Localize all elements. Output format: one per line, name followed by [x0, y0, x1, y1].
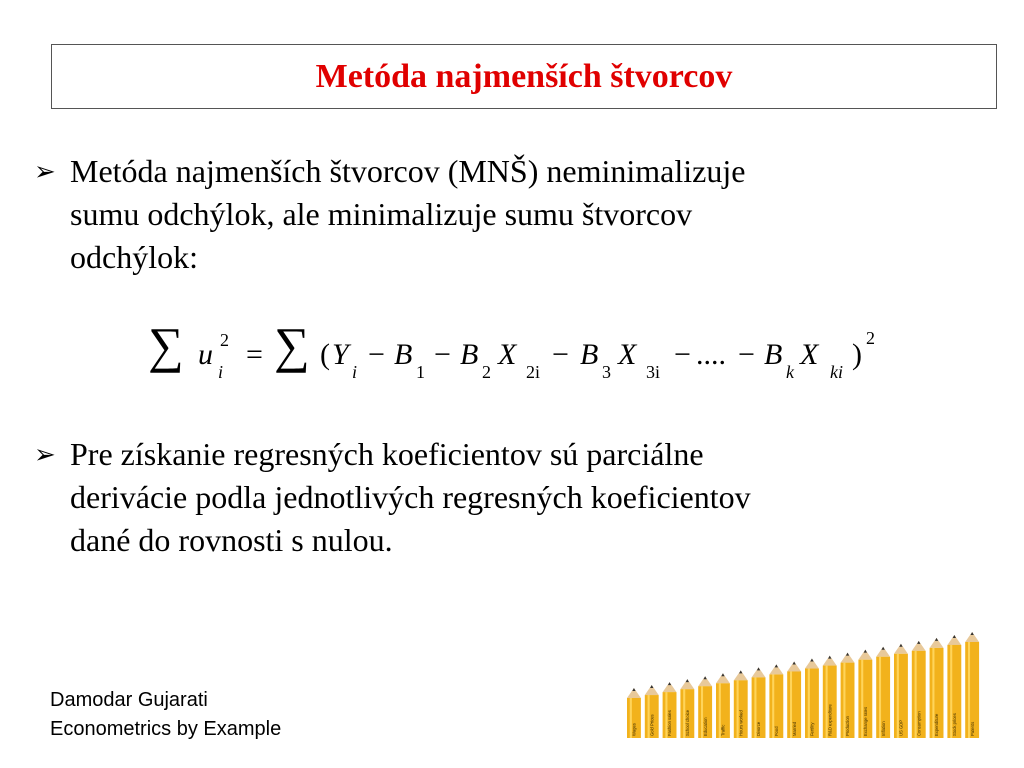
sum-symbol: ∑ [148, 317, 184, 373]
formula-b3: B [580, 338, 599, 371]
pencil [912, 641, 926, 738]
pencil-label: School choice [685, 709, 691, 736]
footer-author: Damodar Gujarati [50, 689, 208, 711]
pencil-label: US GDP [898, 719, 904, 736]
arrow-bullet-icon-2: ➢ [34, 440, 56, 469]
pencil-label: Gold Prices [649, 714, 655, 736]
formula-minus-5: − [738, 338, 755, 371]
bullet-2-line-2: derivácie podla jednotlivých regresných koeficientov [70, 479, 751, 515]
bullet-1 [34, 150, 1014, 279]
bullet-1-line-2: sumu odchýlok, ale minimalizuje sumu štvorcov [70, 196, 693, 232]
formula-y: Y [332, 338, 349, 371]
pencil [858, 650, 872, 738]
pencil [894, 644, 908, 738]
formula-square: 2 [866, 328, 875, 348]
formula-close-paren: ) [852, 338, 862, 371]
pencil-label: Traffic [720, 724, 726, 736]
pencil-label: Inflation [880, 721, 886, 736]
footer-book-title: Econometrics by Example [50, 718, 282, 740]
pencil-label: Fertility [809, 722, 815, 736]
formula-minus-2: − [434, 338, 451, 371]
pencil [752, 667, 766, 738]
pencil [965, 632, 979, 738]
slide-title: Metóda najmenších štvorcov [315, 57, 733, 95]
formula-xk: X [800, 338, 819, 371]
formula-u-sub: i [218, 362, 224, 382]
pencil [805, 659, 819, 738]
formula-x2: X [498, 338, 517, 371]
pencil-label: Food [774, 726, 780, 736]
formula-b1-sub: 1 [416, 362, 425, 382]
pencil-label: R&D expenditure [827, 704, 833, 736]
pencil [823, 656, 837, 738]
formula-x3: X [618, 338, 637, 371]
formula-dots: .... [696, 338, 726, 371]
formula-b1: B [394, 338, 413, 371]
formula-x3-sub: 3i [646, 362, 661, 382]
pencil-label: Consumption [916, 711, 922, 736]
formula-minus-3: − [552, 338, 569, 371]
formula-x2-sub: 2i [526, 362, 541, 382]
pencil-label: Education [702, 717, 708, 736]
pencil [930, 638, 944, 738]
bullet-1-line-1: Metóda najmenších štvorcov (MNŠ) neminimalizuje [70, 153, 746, 189]
title-box [51, 44, 997, 109]
pencil [876, 647, 890, 738]
bullet-2-line-3: dané do rovnosti s nulou. [70, 522, 393, 558]
pencil [841, 653, 855, 738]
pencil-label: Wages [631, 723, 637, 736]
pencil-label: Stock prices [952, 713, 958, 736]
pencil [769, 664, 783, 738]
arrow-bullet-icon: ➢ [34, 157, 56, 186]
pencil-label: Exchange rates [863, 706, 869, 736]
least-squares-formula [148, 317, 908, 392]
pencil [698, 676, 712, 738]
bullet-2 [34, 433, 1014, 562]
pencil-label: Hours worked [738, 710, 744, 736]
formula-b2: B [460, 338, 479, 371]
formula-xk-sub: ki [830, 362, 843, 382]
formula-bk-sub: k [786, 362, 794, 382]
formula-u: u [198, 338, 213, 371]
pencil-label: Married [791, 721, 797, 736]
formula-minus-4: − [674, 338, 691, 371]
bullet-1-text [70, 150, 1000, 279]
pencil [680, 679, 694, 738]
pencils-image [624, 626, 986, 742]
pencil-label: Expenditure [934, 713, 940, 736]
pencil-label: Production [845, 715, 851, 736]
pencil [627, 688, 641, 738]
pencil [734, 670, 748, 738]
formula-b2-sub: 2 [482, 362, 491, 382]
pencil [645, 685, 659, 738]
formula-minus-1: − [368, 338, 385, 371]
bullet-1-line-3: odchýlok: [70, 239, 198, 275]
footer-credit [50, 686, 281, 744]
formula-equals: = [246, 338, 263, 371]
bullet-2-text [70, 433, 1000, 562]
pencil [716, 673, 730, 738]
formula-open-paren: ( [320, 338, 330, 371]
sum-symbol-2: ∑ [274, 317, 310, 373]
formula-y-sub: i [352, 362, 358, 382]
formula-b3-sub: 3 [602, 362, 611, 382]
pencil [947, 635, 961, 738]
pencil-label: Divorce [756, 721, 762, 736]
pencil [663, 682, 677, 738]
formula-bk: B [764, 338, 783, 371]
pencil [787, 661, 801, 738]
formula-u-sup: 2 [220, 330, 229, 350]
bullet-2-line-1: Pre získanie regresných koeficientov sú parciálne [70, 436, 704, 472]
pencil-label: Fashion sales [667, 710, 673, 736]
pencil-label: Patents [969, 721, 975, 736]
